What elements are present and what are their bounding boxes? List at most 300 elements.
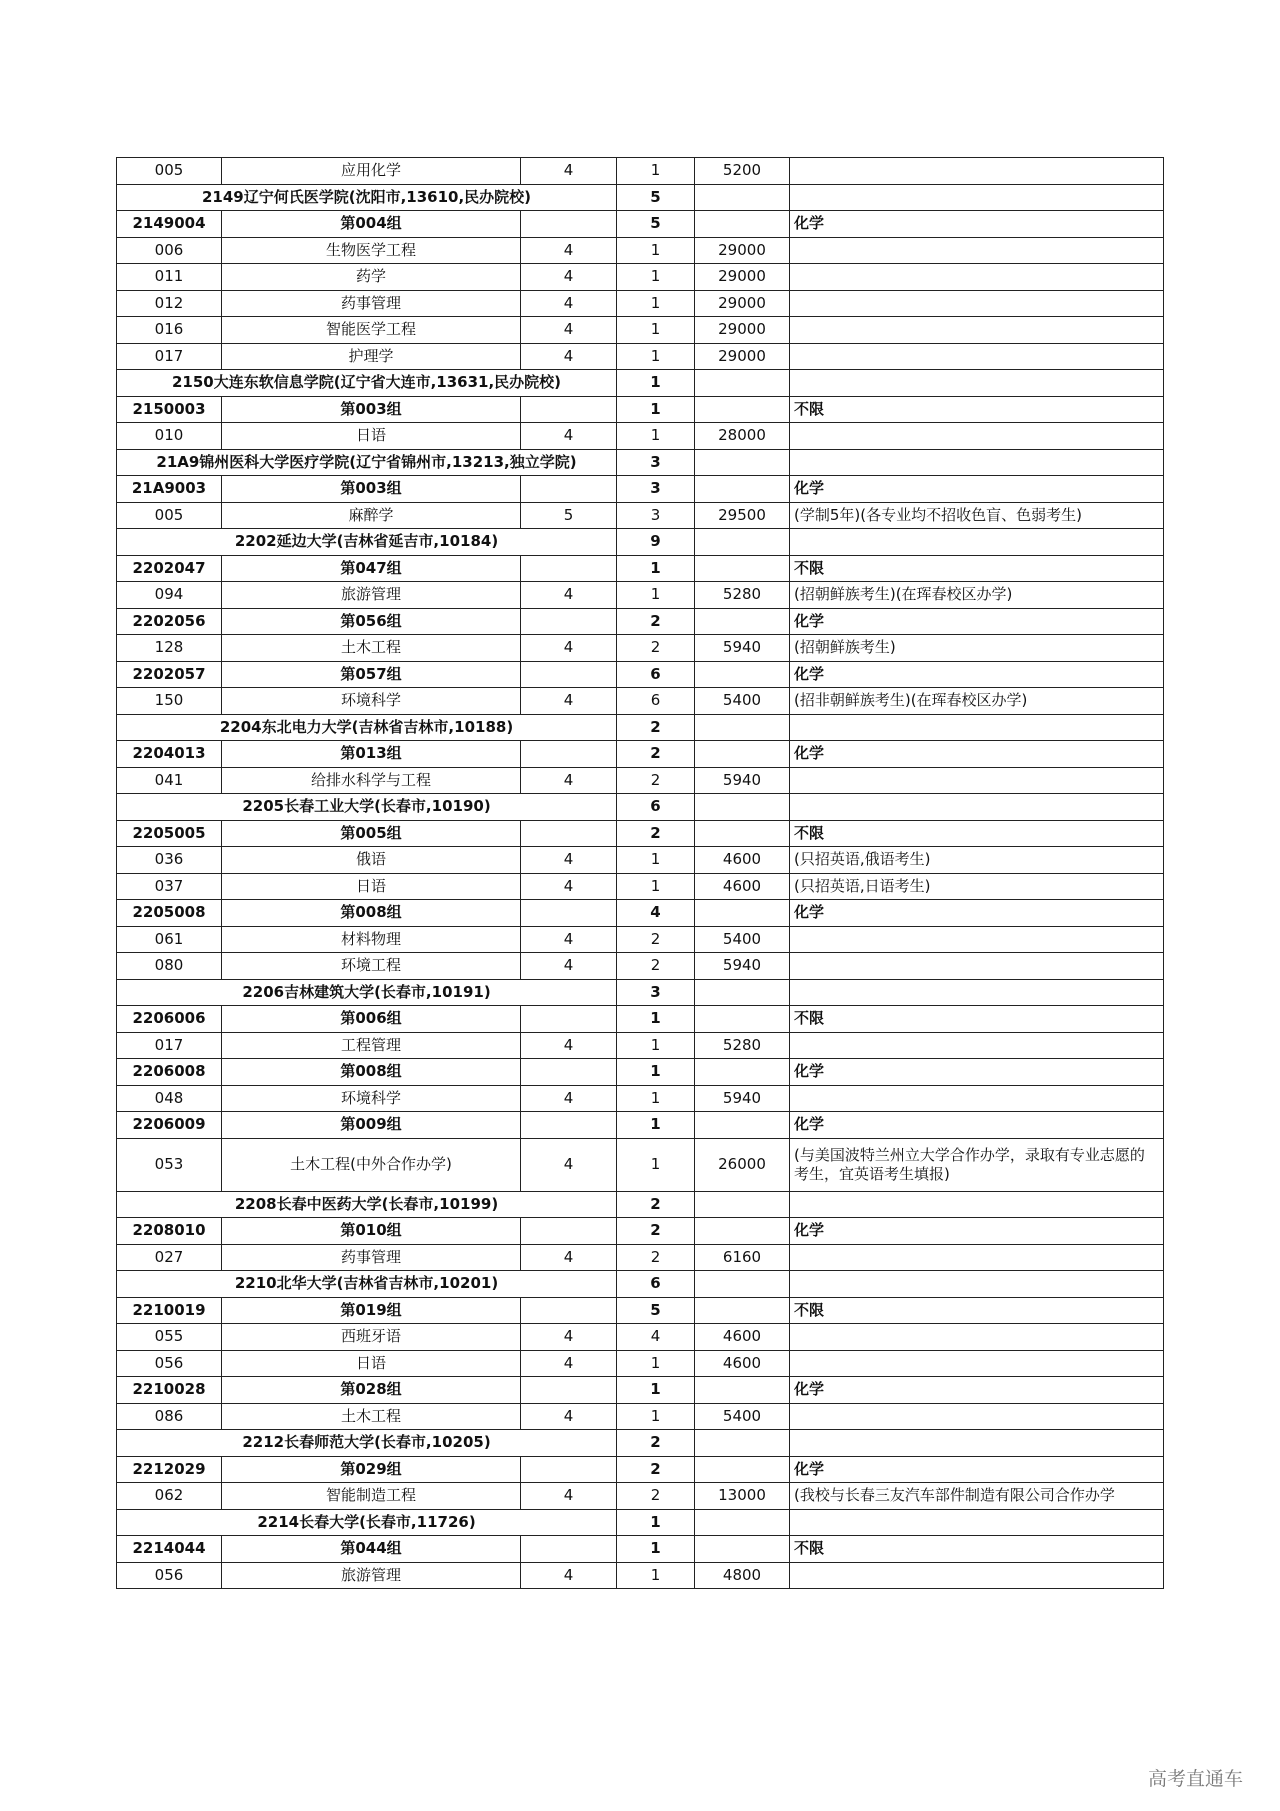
tuition-fee: 29000 <box>695 317 790 344</box>
study-years: 4 <box>521 343 617 370</box>
fee-cell <box>695 661 790 688</box>
tuition-fee: 5200 <box>695 158 790 185</box>
group-name: 第003组 <box>222 476 521 503</box>
group-code: 2205008 <box>117 900 222 927</box>
school-name: 2149辽宁何氏医学院(沈阳市,13610,民办院校) <box>117 184 617 211</box>
major-note: (只招英语,俄语考生) <box>790 847 1164 874</box>
plan-count: 1 <box>617 1403 695 1430</box>
study-years: 4 <box>521 926 617 953</box>
major-name: 工程管理 <box>222 1032 521 1059</box>
fee-cell <box>695 1271 790 1298</box>
group-name: 第019组 <box>222 1297 521 1324</box>
major-row <box>117 582 1164 609</box>
plan-count: 1 <box>617 396 695 423</box>
study-years: 4 <box>521 1032 617 1059</box>
group-row <box>117 1112 1164 1139</box>
study-years: 4 <box>521 290 617 317</box>
major-row <box>117 290 1164 317</box>
fee-cell <box>695 1191 790 1218</box>
major-row <box>117 1244 1164 1271</box>
major-code: 080 <box>117 953 222 980</box>
major-code: 061 <box>117 926 222 953</box>
fee-cell <box>695 1006 790 1033</box>
group-code: 2208010 <box>117 1218 222 1245</box>
major-name: 环境科学 <box>222 688 521 715</box>
group-row <box>117 1006 1164 1033</box>
major-name: 旅游管理 <box>222 582 521 609</box>
years-cell <box>521 820 617 847</box>
major-note: (招朝鲜族考生) <box>790 635 1164 662</box>
fee-cell <box>695 529 790 556</box>
major-row <box>117 343 1164 370</box>
school-row <box>117 529 1164 556</box>
major-note <box>790 1244 1164 1271</box>
plan-count: 3 <box>617 449 695 476</box>
major-row <box>117 1138 1164 1191</box>
tuition-fee: 5280 <box>695 582 790 609</box>
tuition-fee: 5940 <box>695 635 790 662</box>
plan-count: 1 <box>617 1509 695 1536</box>
school-name: 2210北华大学(吉林省吉林市,10201) <box>117 1271 617 1298</box>
watermark: 高考直通车 <box>1148 1768 1244 1790</box>
fee-cell <box>695 714 790 741</box>
major-row <box>117 873 1164 900</box>
study-years: 4 <box>521 158 617 185</box>
major-code: 006 <box>117 237 222 264</box>
note-cell <box>790 979 1164 1006</box>
major-name: 环境工程 <box>222 953 521 980</box>
tuition-fee: 29000 <box>695 343 790 370</box>
study-years: 4 <box>521 1403 617 1430</box>
school-row <box>117 1271 1164 1298</box>
major-code: 041 <box>117 767 222 794</box>
major-row <box>117 767 1164 794</box>
group-code: 2204013 <box>117 741 222 768</box>
major-name: 智能制造工程 <box>222 1483 521 1510</box>
major-note: (招朝鲜族考生)(在珲春校区办学) <box>790 582 1164 609</box>
fee-cell <box>695 820 790 847</box>
group-name: 第008组 <box>222 1059 521 1086</box>
group-name: 第028组 <box>222 1377 521 1404</box>
group-name: 第057组 <box>222 661 521 688</box>
plan-count: 1 <box>617 370 695 397</box>
plan-count: 2 <box>617 1483 695 1510</box>
subject-requirement: 化学 <box>790 211 1164 238</box>
major-code: 055 <box>117 1324 222 1351</box>
tuition-fee: 5400 <box>695 1403 790 1430</box>
plan-count: 1 <box>617 264 695 291</box>
school-name: 2150大连东软信息学院(辽宁省大连市,13631,民办院校) <box>117 370 617 397</box>
subject-requirement: 化学 <box>790 608 1164 635</box>
study-years: 4 <box>521 1085 617 1112</box>
major-code: 037 <box>117 873 222 900</box>
fee-cell <box>695 1059 790 1086</box>
major-code: 017 <box>117 1032 222 1059</box>
major-note <box>790 237 1164 264</box>
years-cell <box>521 1006 617 1033</box>
subject-requirement: 不限 <box>790 1297 1164 1324</box>
group-row <box>117 1536 1164 1563</box>
group-code: 2206006 <box>117 1006 222 1033</box>
plan-count: 3 <box>617 502 695 529</box>
study-years: 4 <box>521 1562 617 1589</box>
fee-cell <box>695 211 790 238</box>
major-note <box>790 158 1164 185</box>
major-note: (只招英语,日语考生) <box>790 873 1164 900</box>
major-name: 俄语 <box>222 847 521 874</box>
study-years: 4 <box>521 1483 617 1510</box>
plan-count: 2 <box>617 635 695 662</box>
subject-requirement: 化学 <box>790 1377 1164 1404</box>
group-code: 2205005 <box>117 820 222 847</box>
major-name: 给排水科学与工程 <box>222 767 521 794</box>
major-note: (招非朝鲜族考生)(在珲春校区办学) <box>790 688 1164 715</box>
group-code: 2150003 <box>117 396 222 423</box>
years-cell <box>521 476 617 503</box>
group-name: 第005组 <box>222 820 521 847</box>
major-note: (学制5年)(各专业均不招收色盲、色弱考生) <box>790 502 1164 529</box>
note-cell <box>790 184 1164 211</box>
tuition-fee: 29000 <box>695 264 790 291</box>
years-cell <box>521 1059 617 1086</box>
major-name: 旅游管理 <box>222 1562 521 1589</box>
plan-count: 1 <box>617 1138 695 1191</box>
major-row <box>117 158 1164 185</box>
plan-count: 2 <box>617 714 695 741</box>
plan-count: 2 <box>617 953 695 980</box>
major-row <box>117 1324 1164 1351</box>
fee-cell <box>695 1377 790 1404</box>
note-cell <box>790 1509 1164 1536</box>
tuition-fee: 29500 <box>695 502 790 529</box>
group-code: 2206009 <box>117 1112 222 1139</box>
major-name: 材料物理 <box>222 926 521 953</box>
fee-cell <box>695 1456 790 1483</box>
plan-count: 4 <box>617 1324 695 1351</box>
plan-count: 1 <box>617 1059 695 1086</box>
tuition-fee: 5400 <box>695 688 790 715</box>
subject-requirement: 不限 <box>790 396 1164 423</box>
group-code: 2214044 <box>117 1536 222 1563</box>
study-years: 4 <box>521 847 617 874</box>
major-note <box>790 290 1164 317</box>
plan-count: 1 <box>617 1350 695 1377</box>
group-name: 第056组 <box>222 608 521 635</box>
major-code: 086 <box>117 1403 222 1430</box>
plan-count: 2 <box>617 1244 695 1271</box>
tuition-fee: 4600 <box>695 1324 790 1351</box>
major-code: 010 <box>117 423 222 450</box>
fee-cell <box>695 1536 790 1563</box>
major-note <box>790 343 1164 370</box>
plan-count: 2 <box>617 741 695 768</box>
fee-cell <box>695 396 790 423</box>
years-cell <box>521 555 617 582</box>
plan-count: 1 <box>617 1562 695 1589</box>
school-row <box>117 1430 1164 1457</box>
fee-cell <box>695 1509 790 1536</box>
fee-cell <box>695 370 790 397</box>
tuition-fee: 26000 <box>695 1138 790 1191</box>
note-cell <box>790 1430 1164 1457</box>
major-code: 048 <box>117 1085 222 1112</box>
major-note <box>790 317 1164 344</box>
plan-count: 1 <box>617 1032 695 1059</box>
plan-count: 4 <box>617 900 695 927</box>
tuition-fee: 6160 <box>695 1244 790 1271</box>
major-code: 056 <box>117 1562 222 1589</box>
plan-count: 6 <box>617 1271 695 1298</box>
plan-count: 9 <box>617 529 695 556</box>
years-cell <box>521 1297 617 1324</box>
note-cell <box>790 449 1164 476</box>
school-name: 2212长春师范大学(长春市,10205) <box>117 1430 617 1457</box>
school-row <box>117 979 1164 1006</box>
study-years: 4 <box>521 1138 617 1191</box>
plan-count: 5 <box>617 211 695 238</box>
fee-cell <box>695 1112 790 1139</box>
group-code: 2210028 <box>117 1377 222 1404</box>
major-note: (我校与长春三友汽车部件制造有限公司合作办学 <box>790 1483 1164 1510</box>
major-row <box>117 1085 1164 1112</box>
plan-count: 1 <box>617 847 695 874</box>
major-row <box>117 1562 1164 1589</box>
major-note <box>790 1562 1164 1589</box>
plan-count: 2 <box>617 767 695 794</box>
tuition-fee: 4600 <box>695 1350 790 1377</box>
plan-count: 2 <box>617 608 695 635</box>
tuition-fee: 4600 <box>695 847 790 874</box>
fee-cell <box>695 1218 790 1245</box>
major-name: 生物医学工程 <box>222 237 521 264</box>
group-name: 第029组 <box>222 1456 521 1483</box>
study-years: 4 <box>521 317 617 344</box>
study-years: 4 <box>521 264 617 291</box>
plan-count: 1 <box>617 1112 695 1139</box>
plan-count: 1 <box>617 1536 695 1563</box>
tuition-fee: 5940 <box>695 767 790 794</box>
years-cell <box>521 661 617 688</box>
tuition-fee: 5940 <box>695 953 790 980</box>
study-years: 4 <box>521 237 617 264</box>
years-cell <box>521 1218 617 1245</box>
major-code: 012 <box>117 290 222 317</box>
note-cell <box>790 794 1164 821</box>
subject-requirement: 化学 <box>790 1218 1164 1245</box>
major-name: 护理学 <box>222 343 521 370</box>
school-row <box>117 794 1164 821</box>
group-name: 第006组 <box>222 1006 521 1033</box>
fee-cell <box>695 1297 790 1324</box>
years-cell <box>521 741 617 768</box>
plan-count: 1 <box>617 290 695 317</box>
major-code: 027 <box>117 1244 222 1271</box>
subject-requirement: 不限 <box>790 555 1164 582</box>
years-cell <box>521 608 617 635</box>
note-cell <box>790 714 1164 741</box>
major-name: 土木工程 <box>222 635 521 662</box>
major-note <box>790 1350 1164 1377</box>
major-code: 005 <box>117 158 222 185</box>
major-name: 麻醉学 <box>222 502 521 529</box>
major-name: 日语 <box>222 423 521 450</box>
group-code: 2212029 <box>117 1456 222 1483</box>
fee-cell <box>695 1430 790 1457</box>
subject-requirement: 化学 <box>790 661 1164 688</box>
group-row <box>117 396 1164 423</box>
study-years: 4 <box>521 1244 617 1271</box>
tuition-fee: 4800 <box>695 1562 790 1589</box>
years-cell <box>521 1456 617 1483</box>
major-code: 036 <box>117 847 222 874</box>
study-years: 4 <box>521 953 617 980</box>
group-code: 2206008 <box>117 1059 222 1086</box>
plan-count: 5 <box>617 1297 695 1324</box>
group-name: 第008组 <box>222 900 521 927</box>
major-code: 150 <box>117 688 222 715</box>
note-cell <box>790 529 1164 556</box>
major-name: 应用化学 <box>222 158 521 185</box>
plan-count: 1 <box>617 1006 695 1033</box>
group-row <box>117 820 1164 847</box>
fee-cell <box>695 900 790 927</box>
major-name: 土木工程 <box>222 1403 521 1430</box>
group-name: 第047组 <box>222 555 521 582</box>
major-row <box>117 635 1164 662</box>
years-cell <box>521 1377 617 1404</box>
major-note <box>790 1032 1164 1059</box>
major-note <box>790 1403 1164 1430</box>
school-name: 2208长春中医药大学(长春市,10199) <box>117 1191 617 1218</box>
major-name: 日语 <box>222 1350 521 1377</box>
subject-requirement: 化学 <box>790 900 1164 927</box>
major-row <box>117 317 1164 344</box>
group-row <box>117 900 1164 927</box>
school-row <box>117 370 1164 397</box>
major-note <box>790 1324 1164 1351</box>
tuition-fee: 5280 <box>695 1032 790 1059</box>
years-cell <box>521 1536 617 1563</box>
plan-count: 3 <box>617 476 695 503</box>
major-code: 053 <box>117 1138 222 1191</box>
study-years: 4 <box>521 582 617 609</box>
plan-count: 2 <box>617 1191 695 1218</box>
major-name: 药事管理 <box>222 290 521 317</box>
tuition-fee: 5940 <box>695 1085 790 1112</box>
study-years: 4 <box>521 635 617 662</box>
major-note <box>790 767 1164 794</box>
group-name: 第004组 <box>222 211 521 238</box>
tuition-fee: 5400 <box>695 926 790 953</box>
plan-count: 1 <box>617 317 695 344</box>
tuition-fee: 29000 <box>695 237 790 264</box>
group-row <box>117 1297 1164 1324</box>
study-years: 4 <box>521 1350 617 1377</box>
group-name: 第044组 <box>222 1536 521 1563</box>
plan-count: 1 <box>617 423 695 450</box>
major-row <box>117 1032 1164 1059</box>
school-row <box>117 449 1164 476</box>
admission-plan-table <box>116 157 1164 1589</box>
group-name: 第003组 <box>222 396 521 423</box>
study-years: 5 <box>521 502 617 529</box>
major-row <box>117 1483 1164 1510</box>
study-years: 4 <box>521 767 617 794</box>
group-row <box>117 476 1164 503</box>
school-row <box>117 184 1164 211</box>
fee-cell <box>695 741 790 768</box>
group-row <box>117 1377 1164 1404</box>
tuition-fee: 13000 <box>695 1483 790 1510</box>
school-name: 21A9锦州医科大学医疗学院(辽宁省锦州市,13213,独立学院) <box>117 449 617 476</box>
school-row <box>117 1509 1164 1536</box>
major-code: 016 <box>117 317 222 344</box>
group-row <box>117 1218 1164 1245</box>
group-code: 2202056 <box>117 608 222 635</box>
fee-cell <box>695 979 790 1006</box>
plan-count: 2 <box>617 1430 695 1457</box>
school-name: 2214长春大学(长春市,11726) <box>117 1509 617 1536</box>
major-code: 128 <box>117 635 222 662</box>
major-name: 药事管理 <box>222 1244 521 1271</box>
major-row <box>117 688 1164 715</box>
plan-count: 1 <box>617 158 695 185</box>
subject-requirement: 化学 <box>790 476 1164 503</box>
group-row <box>117 741 1164 768</box>
group-name: 第009组 <box>222 1112 521 1139</box>
major-note <box>790 926 1164 953</box>
subject-requirement: 化学 <box>790 1059 1164 1086</box>
fee-cell <box>695 476 790 503</box>
plan-count: 6 <box>617 794 695 821</box>
major-name: 日语 <box>222 873 521 900</box>
study-years: 4 <box>521 873 617 900</box>
subject-requirement: 化学 <box>790 1456 1164 1483</box>
study-years: 4 <box>521 1324 617 1351</box>
plan-count: 1 <box>617 1377 695 1404</box>
major-note <box>790 423 1164 450</box>
group-name: 第010组 <box>222 1218 521 1245</box>
major-code: 062 <box>117 1483 222 1510</box>
note-cell <box>790 1271 1164 1298</box>
years-cell <box>521 211 617 238</box>
plan-count: 1 <box>617 1085 695 1112</box>
plan-count: 1 <box>617 343 695 370</box>
major-name: 智能医学工程 <box>222 317 521 344</box>
group-row <box>117 608 1164 635</box>
school-row <box>117 1191 1164 1218</box>
plan-count: 2 <box>617 1456 695 1483</box>
major-row <box>117 237 1164 264</box>
fee-cell <box>695 184 790 211</box>
group-code: 2202047 <box>117 555 222 582</box>
study-years: 4 <box>521 688 617 715</box>
school-row <box>117 714 1164 741</box>
major-note <box>790 1085 1164 1112</box>
group-code: 21A9003 <box>117 476 222 503</box>
major-row <box>117 1350 1164 1377</box>
subject-requirement: 化学 <box>790 1112 1164 1139</box>
major-row <box>117 264 1164 291</box>
group-code: 2202057 <box>117 661 222 688</box>
plan-count: 5 <box>617 184 695 211</box>
group-row <box>117 1059 1164 1086</box>
school-name: 2206吉林建筑大学(长春市,10191) <box>117 979 617 1006</box>
major-row <box>117 953 1164 980</box>
group-code: 2149004 <box>117 211 222 238</box>
plan-count: 2 <box>617 820 695 847</box>
group-row <box>117 1456 1164 1483</box>
